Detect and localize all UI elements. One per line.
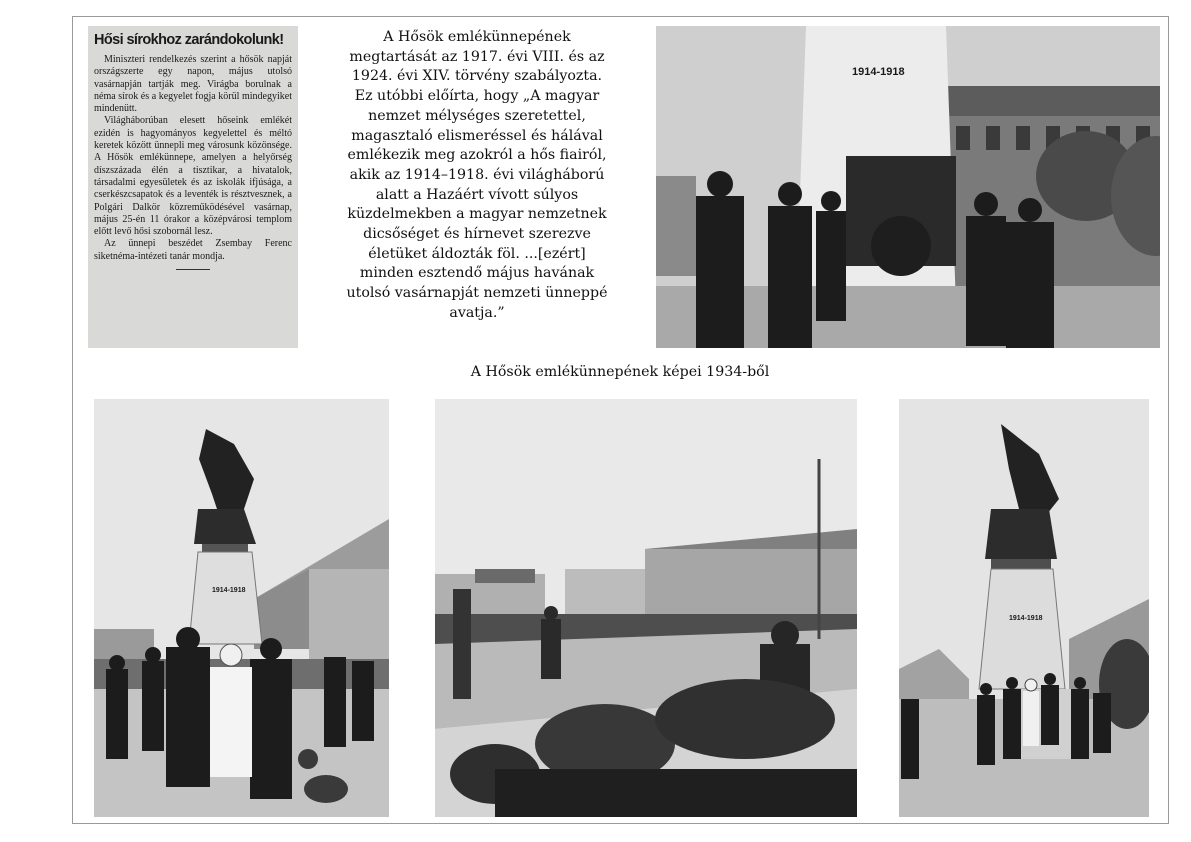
quote-line: avatja.” xyxy=(449,304,505,321)
quote-line: utolsó vasárnapját nemzeti ünneppé xyxy=(346,285,608,302)
quote-line: minden esztendő május havának xyxy=(359,265,595,282)
photo-square-ceremony xyxy=(435,399,857,817)
clipping-paragraph: Miniszteri rendelkezés szerint a hősök napját országszerte egy napon, május utolsó vasárnapján tartják meg. Virágba borulnak a néma sírok és a kegyelet fogja körül mindegyiket mindenütt. xyxy=(94,54,292,115)
quote-line: akik az 1914–1918. évi világháború xyxy=(349,166,605,183)
clipping-title: Hősi sírokhoz zarándokolunk! xyxy=(94,32,284,48)
photos-caption: A Hősök emlékünnepének képei 1934-ből xyxy=(470,364,770,380)
monument-inscription: 1914-1918 xyxy=(1009,615,1043,622)
clipping-paragraph: Világháborúban elesett hőseink emlékét ezidén is hagyományos kegyelettel és méltó keretek között ünnepli meg városunk közönsége. A Hősök emlékünnepe, amelyen a helyőrség díszszázada élén a tisztikar, a hivatalok, társadalmi egyesületek és az iskolák ifjúsága, a cserkészcsapatok és a leventék is résztvesznek, a Polgári Dalkör közreműködésével vasárnap, május 25-én 11 órakor a középvárosi templom előtt levő hősi szobornál lesz. xyxy=(94,115,292,238)
photo-monument-guards xyxy=(899,399,1149,817)
monument-inscription: 1914-1918 xyxy=(852,66,905,78)
quote-line: életüket áldozták föl. ...[ezért] xyxy=(368,245,586,262)
monument-inscription: 1914-1918 xyxy=(212,587,246,594)
photo-monument-visitors xyxy=(94,399,389,817)
photo-wreath-laying xyxy=(656,26,1160,348)
quote-line: 1924. évi XIV. törvény szabályozta. xyxy=(351,68,603,85)
quote-line: dicsőséget és hírnevet szerezve xyxy=(363,226,591,243)
quote-line: emlékezik meg azokról a hős fiairól, xyxy=(347,147,607,164)
newspaper-clipping xyxy=(88,26,298,348)
quote-line: magasztaló elismeréssel és hálával xyxy=(351,127,603,144)
quote-line: nemzet mélységes szeretettel, xyxy=(368,107,586,124)
quote-line: alatt a Hazáért vívott súlyos xyxy=(375,186,579,203)
quote-line: Ez utóbbi előírta, hogy „A magyar xyxy=(354,88,600,105)
quote-line: A Hősök emlékünnepének xyxy=(383,29,571,45)
quote-line: küzdelmekben a magyar nemzetnek xyxy=(347,206,607,223)
clipping-divider xyxy=(176,269,210,270)
clipping-paragraph: Az ünnepi beszédet Zsembay Ferenc siketnéma-intézeti tanár mondja. xyxy=(94,238,292,262)
law-quote xyxy=(328,28,626,324)
quote-line: megtartását az 1917. évi VIII. és az xyxy=(349,48,605,65)
